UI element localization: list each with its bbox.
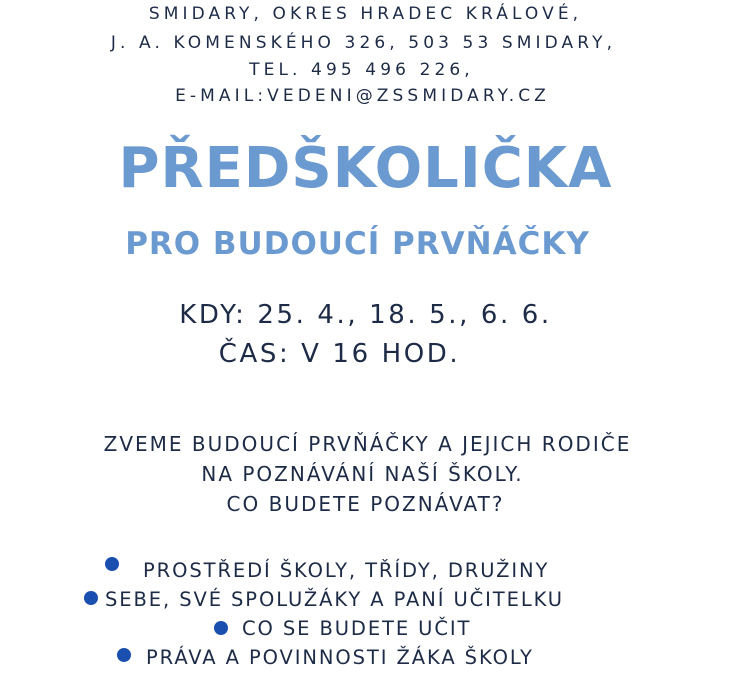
bullet-dot-2: [84, 591, 98, 605]
event-time: ČAS: V 16 HOD.: [218, 339, 461, 369]
topic-item-3: CO SE BUDETE UČIT: [242, 617, 472, 640]
address-line-2: J. A. KOMENSKÉHO 326, 503 53 SMIDARY,: [110, 33, 617, 53]
page-title: PŘEDŠKOLIČKA: [118, 136, 613, 201]
page-subtitle: PRO BUDOUCÍ PRVŇÁČKY: [125, 226, 590, 262]
bullet-dot-4: [117, 648, 131, 662]
topic-item-1: PROSTŘEDÍ ŠKOLY, TŘÍDY, DRUŽINY: [143, 559, 550, 582]
event-dates: KDY: 25. 4., 18. 5., 6. 6.: [179, 300, 552, 330]
bullet-dot-3: [214, 621, 228, 635]
invitation-line-1: ZVEME BUDOUCÍ PRVŇÁČKY A JEJICH RODIČE: [103, 432, 632, 456]
email-line: E-MAIL:VEDENI@ZSSMIDARY.CZ: [175, 86, 550, 106]
invitation-line-2: NA POZNÁVÁNÍ NAŠÍ ŠKOLY.: [201, 462, 524, 486]
topic-item-2: SEBE, SVÉ SPOLUŽÁKY A PANÍ UČITELKU: [105, 588, 564, 611]
bullet-dot-1: [105, 557, 119, 571]
invitation-line-3: CO BUDETE POZNÁVAT?: [226, 492, 505, 516]
address-line-1: SMIDARY, OKRES HRADEC KRÁLOVÉ,: [148, 4, 583, 24]
topic-item-4: PRÁVA A POVINNOSTI ŽÁKA ŠKOLY: [146, 646, 534, 669]
address-line-3: TEL. 495 496 226,: [249, 60, 474, 80]
